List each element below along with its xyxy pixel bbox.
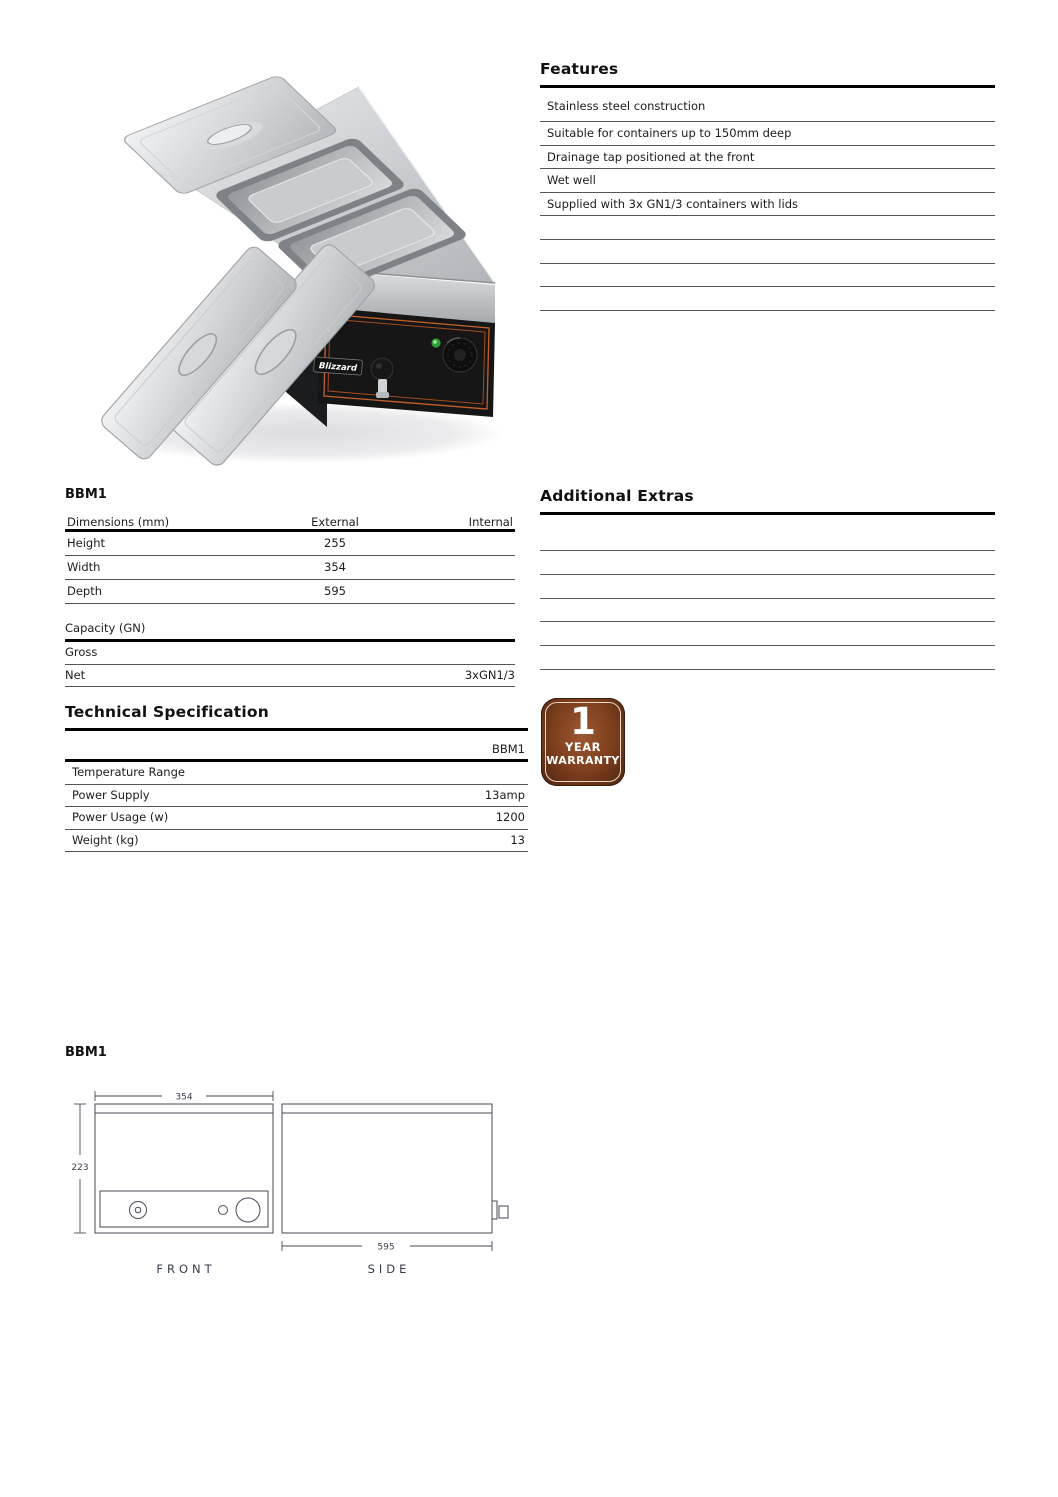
row-label: Net xyxy=(65,667,86,682)
brand-logo-text: Blizzard xyxy=(318,361,358,374)
row-external-value: 354 xyxy=(324,560,346,574)
dimensions-section xyxy=(65,487,515,687)
width-dimension-value: 354 xyxy=(175,1092,193,1103)
row-label: Weight (kg) xyxy=(72,832,139,847)
front-knob xyxy=(236,1198,260,1222)
extras-empty-row xyxy=(540,551,995,575)
side-tap-mount xyxy=(492,1201,497,1219)
row-label: Gross xyxy=(65,645,98,659)
row-value: 1200 xyxy=(495,810,525,824)
table-row xyxy=(65,785,528,808)
height-dimension-value: 223 xyxy=(71,1163,89,1173)
extras-empty-row xyxy=(540,646,995,670)
feature-item: Stainless steel construction xyxy=(540,88,995,122)
warranty-years-number: 1 xyxy=(570,700,596,743)
features-title: Features xyxy=(540,60,995,88)
col-header-dimensions: Dimensions (mm) xyxy=(67,515,170,529)
side-tap-knob xyxy=(499,1206,508,1218)
extras-empty-row xyxy=(540,515,995,551)
row-label: Height xyxy=(67,536,106,550)
row-label: Power Supply xyxy=(72,787,150,802)
col-header-external: External xyxy=(311,515,359,529)
table-row xyxy=(65,665,515,688)
row-label: Power Usage (w) xyxy=(72,810,169,824)
product-photo xyxy=(95,55,525,470)
row-label: Temperature Range xyxy=(72,765,185,779)
extras-empty-row xyxy=(540,575,995,599)
tech-spec-column-header: BBM1 xyxy=(65,731,528,762)
feature-item: Supplied with 3x GN1/3 containers with lids xyxy=(540,193,995,217)
table-row xyxy=(65,532,515,556)
row-value: 13amp xyxy=(484,787,525,802)
side-view-label: SIDE xyxy=(367,1262,411,1276)
additional-extras-section xyxy=(540,487,995,670)
feature-item: Drainage tap positioned at the front xyxy=(540,146,995,170)
feature-empty-row xyxy=(540,240,995,264)
tech-spec-section xyxy=(65,703,528,852)
row-label: Width xyxy=(67,560,101,574)
row-value: 13 xyxy=(510,832,525,847)
front-view-outline xyxy=(95,1104,273,1233)
front-side-drawing xyxy=(58,1085,523,1285)
additional-extras-title: Additional Extras xyxy=(540,487,995,515)
table-row xyxy=(65,580,515,604)
row-value: 3xGN1/3 xyxy=(464,667,515,682)
side-view-outline xyxy=(282,1104,492,1233)
table-row xyxy=(65,807,528,830)
feature-item: Suitable for containers up to 150mm deep xyxy=(540,122,995,146)
front-view-label: FRONT xyxy=(156,1262,216,1276)
front-light xyxy=(219,1206,228,1215)
row-external-value: 255 xyxy=(324,536,346,550)
front-panel-outline xyxy=(100,1191,268,1227)
warranty-warranty-label: WARRANTY xyxy=(546,754,620,767)
technical-drawing xyxy=(58,1085,523,1285)
bain-marie-illustration xyxy=(95,55,525,470)
feature-empty-row xyxy=(540,264,995,288)
features-section xyxy=(540,60,995,311)
tech-spec-title: Technical Specification xyxy=(65,703,528,731)
power-indicator-light xyxy=(431,338,440,347)
row-value xyxy=(435,642,515,664)
dimensions-model-title: BBM1 xyxy=(65,487,107,502)
capacity-header: Capacity (GN) xyxy=(65,613,515,642)
warranty-badge xyxy=(541,698,625,786)
row-external-value: 595 xyxy=(324,584,346,598)
thermostat-knob xyxy=(443,338,477,372)
brand-plate xyxy=(314,357,363,375)
table-row xyxy=(65,830,528,853)
feature-empty-row xyxy=(540,216,995,240)
front-dial-inner xyxy=(135,1207,141,1213)
extras-empty-row xyxy=(540,599,995,623)
warranty-year-label: YEAR xyxy=(565,740,601,754)
row-label: Depth xyxy=(67,584,103,598)
feature-empty-row xyxy=(540,287,995,311)
feature-item: Wet well xyxy=(540,169,995,193)
depth-dimension-value: 595 xyxy=(377,1242,395,1253)
table-row xyxy=(65,762,528,785)
table-row xyxy=(65,556,515,580)
dimensions-header-row xyxy=(65,508,515,532)
front-dial-outer xyxy=(130,1202,147,1219)
table-row xyxy=(65,642,515,665)
col-header-internal: Internal xyxy=(468,515,513,529)
extras-empty-row xyxy=(540,622,995,646)
drawing-model-title: BBM1 xyxy=(65,1045,107,1060)
